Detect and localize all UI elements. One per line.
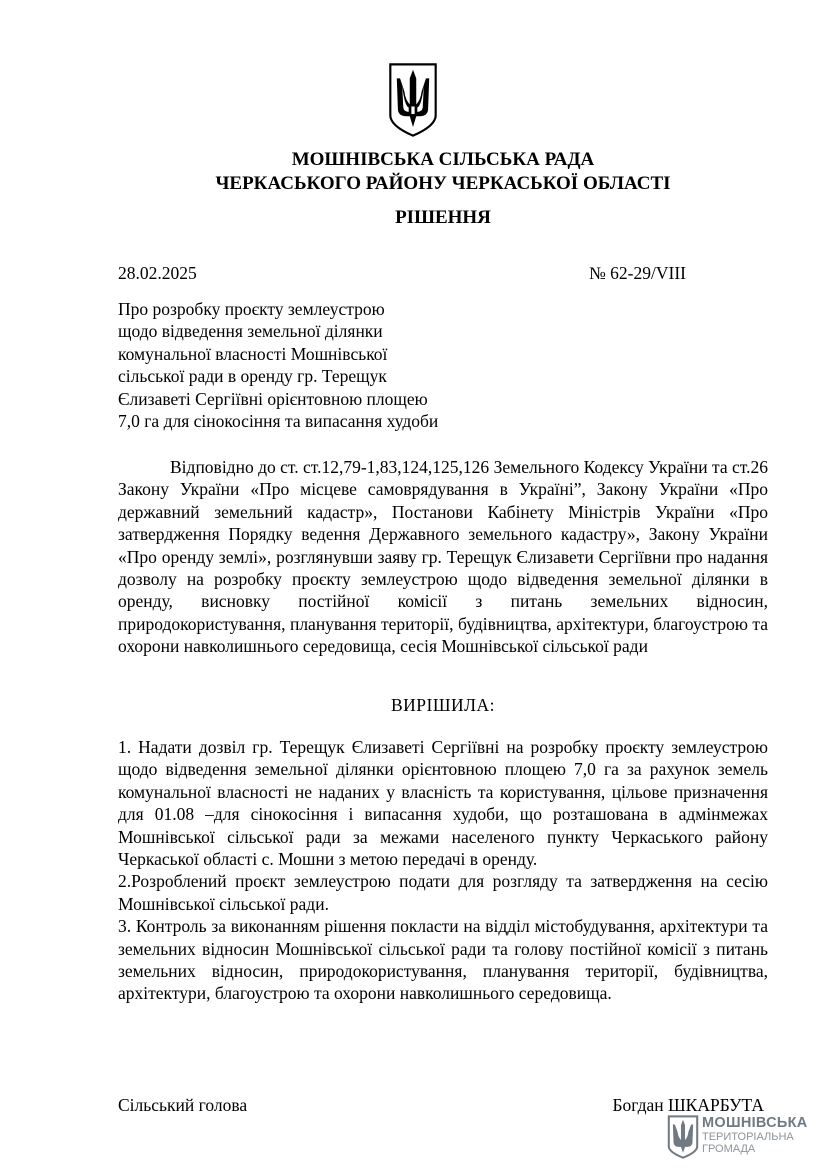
subject-line: комунальної власності Мошнівської	[118, 343, 388, 364]
decision-items	[118, 736, 768, 1005]
subject-line: щодо відведення земельної ділянки	[118, 321, 383, 342]
subject-line: 7,0 га для сінокосіння та випасання худоби	[118, 411, 439, 432]
decision-item: 1. Надати дозвіл гр. Терещук Єлизаветі Сергіївні на розробку проєкту землеустрою щодо відведення земельної ділянки орієнтовною площею 7,0 га за рахунок земель комунальної власності не наданих у власність та користування, цільове призначення для 01.08 –для сінокосіння і випасання худоби, що розташована в адмінмежах Мошнівської сільської ради за межами населеного пункту Черкаського району Черкаської області с. Мошни з метою передачі в оренду.	[118, 737, 768, 870]
decision-subject	[118, 298, 498, 432]
decision-item: 2.Розроблений проєкт землеустрою подати для розгляду та затвердження на сесію Мошнівської сільської ради.	[118, 871, 768, 914]
trident-logo-icon	[666, 1115, 700, 1159]
community-logo	[666, 1113, 816, 1163]
decided-heading: ВИРІШИЛА:	[390, 695, 496, 715]
logo-name: МОШНІВСЬКА	[702, 1115, 808, 1131]
subject-line: сільської ради в оренду гр. Терещук	[118, 366, 387, 387]
decision-item: 3. Контроль за виконанням рішення покласти на відділ містобудування, архітектури та земельних відносин Мошнівської сільської ради та голову постійної комісії з питань земельних відносин, природокористування, планування території, будівництва, архітектури, благоустрою та охорони навколишнього середовища.	[118, 916, 768, 1004]
document-title: РІШЕННЯ	[395, 207, 491, 228]
preamble-paragraph: Відповідно до ст. ст.12,79-1,83,124,125,126 Земельного Кодексу України та ст.26 Закону України «Про місцеве самоврядування в Україні”, Закону України «Про державний земельний кадастр», Постанови Кабінету Міністрів України «Про затвердження Порядку ведення Державного земельного кадастру», Закону України «Про оренду землі», розглянувши заяву гр. Терещук Єлизавети Сергіївни про надання дозволу на розробку проєкту землеустрою щодо відведення земельної ділянки в оренду, висновку постійної комісії з питань земельних відносин, природокористування, планування території, будівництва, архітектури, благоустрою та охорони навколишнього середовища, сесія Мошнівської сільської ради	[118, 457, 768, 657]
signatory-name: Богдан ШКАРБУТА	[612, 1095, 764, 1115]
document-number: № 62-29/VIII	[589, 263, 686, 283]
subject-line: Єлизаветі Сергіївні орієнтовною площею	[118, 388, 428, 409]
council-name: МОШНІВСЬКА СІЛЬСЬКА РАДА	[291, 149, 595, 170]
district-name: ЧЕРКАСЬКОГО РАЙОНУ ЧЕРКАСЬКОЇ ОБЛАСТІ	[215, 173, 671, 194]
logo-text	[702, 1115, 808, 1155]
subject-line: Про розробку проєкту землеустрою	[118, 299, 385, 319]
trident-emblem-icon	[386, 62, 440, 138]
logo-subtitle-1: ТЕРИТОРІАЛЬНА	[702, 1131, 794, 1143]
logo-subtitle-2: ГРОМАДА	[702, 1143, 756, 1155]
document-date: 28.02.2025	[118, 263, 197, 283]
signatory-position: Сільський голова	[118, 1095, 248, 1115]
